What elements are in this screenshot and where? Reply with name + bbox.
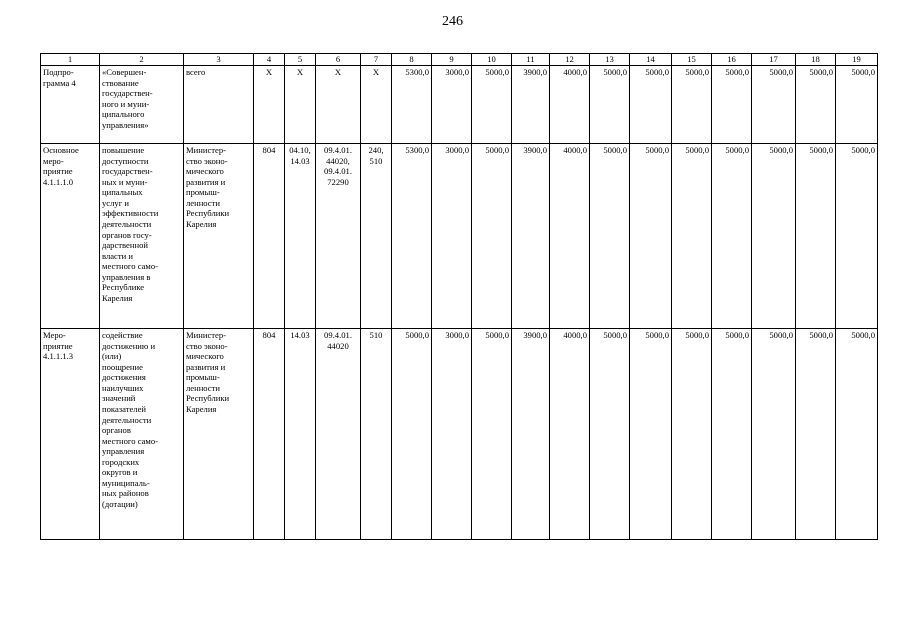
header-cell: 5 bbox=[285, 54, 316, 66]
csr-text: Х bbox=[334, 67, 342, 77]
name-text: содействие достижению и (или) поощрение достижения наилучших значений показателей деятельности органов местного само- управления городских округов и муниципаль- ных районов (дотации) bbox=[102, 330, 159, 509]
page-number: 246 bbox=[442, 14, 463, 29]
header-cell: 3 bbox=[184, 54, 254, 66]
vr-text: 240, 510 bbox=[368, 145, 384, 166]
value-cell: 5000,0 bbox=[836, 144, 878, 329]
rzpr-cell bbox=[285, 66, 316, 144]
name-cell bbox=[100, 329, 184, 540]
executor-text: всего bbox=[186, 67, 206, 77]
value-cell: 5000,0 bbox=[672, 329, 712, 540]
table-row bbox=[41, 66, 878, 144]
rzpr-text: 04.10, 14.03 bbox=[289, 145, 311, 166]
value-cell: 5000,0 bbox=[472, 66, 512, 144]
value-cell: 4000,0 bbox=[550, 144, 590, 329]
value-cell: 3900,0 bbox=[512, 329, 550, 540]
vr-text: 510 bbox=[369, 330, 383, 340]
value-cell: 5000,0 bbox=[630, 144, 672, 329]
status-text: Меро- приятие 4.1.1.1.3 bbox=[43, 330, 74, 362]
value-cell: 5000,0 bbox=[630, 66, 672, 144]
value-cell: 5000,0 bbox=[590, 66, 630, 144]
header-cell: 11 bbox=[512, 54, 550, 66]
vr-cell bbox=[361, 144, 392, 329]
rzpr-cell bbox=[285, 329, 316, 540]
header-cell: 16 bbox=[712, 54, 752, 66]
grbs-cell: 804 bbox=[254, 144, 285, 329]
header-cell: 4 bbox=[254, 54, 285, 66]
csr-text: 09.4.01. 44020, 09.4.01. 72290 bbox=[324, 145, 352, 187]
csr-cell bbox=[316, 329, 361, 540]
vr-text: Х bbox=[372, 67, 380, 77]
value-cell: 5000,0 bbox=[590, 329, 630, 540]
value-cell: 3000,0 bbox=[432, 144, 472, 329]
status-cell bbox=[41, 329, 100, 540]
value-cell: 3900,0 bbox=[512, 66, 550, 144]
name-cell bbox=[100, 66, 184, 144]
rzpr-text: Х bbox=[296, 67, 304, 77]
table-row bbox=[41, 329, 878, 540]
value-cell: 5000,0 bbox=[752, 329, 796, 540]
value-cell: 5000,0 bbox=[590, 144, 630, 329]
grbs-cell: Х bbox=[254, 66, 285, 144]
header-cell: 8 bbox=[392, 54, 432, 66]
value-cell: 3000,0 bbox=[432, 329, 472, 540]
header-cell: 15 bbox=[672, 54, 712, 66]
value-cell: 5000,0 bbox=[796, 144, 836, 329]
csr-cell bbox=[316, 66, 361, 144]
header-cell: 10 bbox=[472, 54, 512, 66]
value-cell: 5000,0 bbox=[712, 144, 752, 329]
value-cell: 5000,0 bbox=[796, 329, 836, 540]
value-cell: 3900,0 bbox=[512, 144, 550, 329]
value-cell: 5000,0 bbox=[630, 329, 672, 540]
value-cell: 5000,0 bbox=[712, 66, 752, 144]
value-cell: 5300,0 bbox=[392, 144, 432, 329]
rzpr-cell bbox=[285, 144, 316, 329]
header-cell: 19 bbox=[836, 54, 878, 66]
header-row bbox=[41, 54, 878, 66]
name-text: повышение доступности государствен- ных и муни- ципальных услуг и эффективности деятельности органов госу- дарственной власти и местного само- управления в Республике Карелия bbox=[102, 145, 159, 303]
value-cell: 4000,0 bbox=[550, 66, 590, 144]
value-cell: 5000,0 bbox=[836, 66, 878, 144]
value-cell: 5000,0 bbox=[472, 144, 512, 329]
value-cell: 5000,0 bbox=[672, 144, 712, 329]
header-cell: 6 bbox=[316, 54, 361, 66]
vr-cell bbox=[361, 329, 392, 540]
header-cell: 17 bbox=[752, 54, 796, 66]
name-text: «Совершен- ствование государствен- ного и муни- ципального управления» bbox=[102, 67, 153, 130]
executor-cell bbox=[184, 66, 254, 144]
header-cell: 18 bbox=[796, 54, 836, 66]
header-cell: 13 bbox=[590, 54, 630, 66]
value-cell: 5000,0 bbox=[392, 329, 432, 540]
status-cell bbox=[41, 66, 100, 144]
vr-cell bbox=[361, 66, 392, 144]
value-cell: 5000,0 bbox=[712, 329, 752, 540]
value-cell: 3000,0 bbox=[432, 66, 472, 144]
rzpr-text: 14.03 bbox=[290, 330, 310, 340]
csr-text: 09.4.01. 44020 bbox=[324, 330, 352, 351]
executor-cell bbox=[184, 144, 254, 329]
value-cell: 5000,0 bbox=[472, 329, 512, 540]
budget-table bbox=[40, 53, 878, 540]
csr-cell bbox=[316, 144, 361, 329]
status-cell bbox=[41, 144, 100, 329]
value-cell: 5000,0 bbox=[672, 66, 712, 144]
table-row bbox=[41, 144, 878, 329]
executor-cell bbox=[184, 329, 254, 540]
value-cell: 5000,0 bbox=[752, 66, 796, 144]
executor-text: Министер- ство эконо- мического развития и промыш- ленности Республики Карелия bbox=[186, 145, 230, 229]
header-cell: 14 bbox=[630, 54, 672, 66]
value-cell: 5000,0 bbox=[796, 66, 836, 144]
name-cell bbox=[100, 144, 184, 329]
value-cell: 5300,0 bbox=[392, 66, 432, 144]
header-cell: 12 bbox=[550, 54, 590, 66]
status-text: Подпро- грамма 4 bbox=[43, 67, 76, 88]
header-cell: 7 bbox=[361, 54, 392, 66]
status-text: Основное меро- приятие 4.1.1.1.0 bbox=[43, 145, 79, 187]
header-cell: 2 bbox=[100, 54, 184, 66]
header-cell: 9 bbox=[432, 54, 472, 66]
grbs-cell: 804 bbox=[254, 329, 285, 540]
value-cell: 5000,0 bbox=[752, 144, 796, 329]
header-cell: 1 bbox=[41, 54, 100, 66]
value-cell: 5000,0 bbox=[836, 329, 878, 540]
executor-text: Министер- ство эконо- мического развития и промыш- ленности Республики Карелия bbox=[186, 330, 230, 414]
value-cell: 4000,0 bbox=[550, 329, 590, 540]
